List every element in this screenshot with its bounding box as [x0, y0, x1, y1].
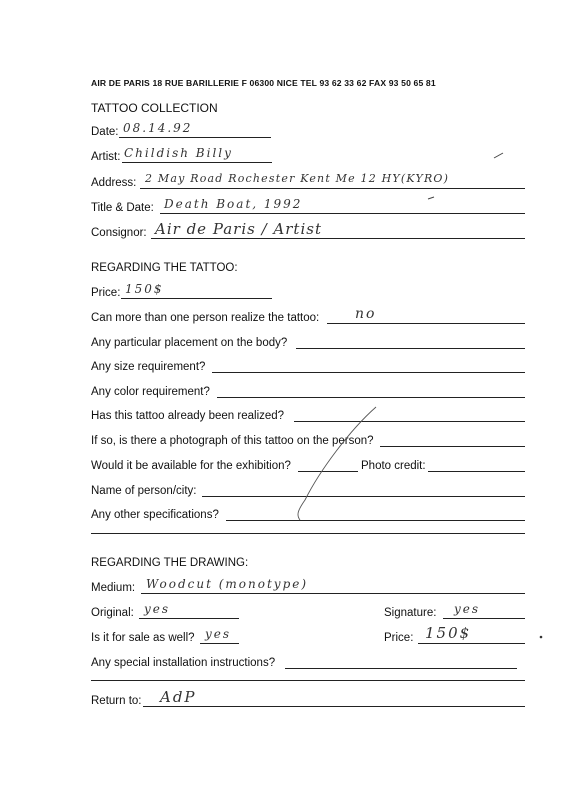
- medium-label: Medium:: [91, 582, 136, 594]
- letterhead: AIR DE PARIS 18 RUE BARILLERIE F 06300 NICE TEL 93 62 33 62 FAX 93 50 65 81: [91, 78, 436, 88]
- installation-label: Any special installation instructions?: [91, 657, 276, 669]
- return-to-value: AdP: [160, 688, 197, 706]
- realized-label: Has this tattoo already been realized?: [91, 410, 285, 422]
- exhibition-label: Would it be available for the exhibition?: [91, 460, 291, 472]
- other-specifications-label: Any other specifications?: [91, 509, 219, 521]
- signature-value: yes: [454, 602, 481, 616]
- color-label: Any color requirement?: [91, 386, 210, 398]
- address-value: 2 May Road Rochester Kent Me 12 HY(KYRO): [145, 172, 450, 185]
- for-sale-value: yes: [205, 627, 232, 641]
- return-to-label: Return to:: [91, 695, 142, 707]
- photograph-label: If so, is there a photograph of this tattoo on the person?: [91, 435, 374, 447]
- artist-label: Artist:: [91, 151, 121, 163]
- address-label: Address:: [91, 177, 137, 189]
- photo-credit-label: Photo credit:: [361, 460, 426, 472]
- original-value: yes: [144, 602, 171, 616]
- tick-mark-address: [428, 197, 434, 199]
- for-sale-label: Is it for sale as well?: [91, 632, 195, 644]
- tattoo-price-value: 150$: [125, 282, 164, 296]
- drawing-heading: REGARDING THE DRAWING:: [91, 557, 249, 569]
- title-date-value: Death Boat, 1992: [164, 197, 303, 211]
- form-title: TATTOO COLLECTION: [91, 101, 218, 115]
- size-label: Any size requirement?: [91, 361, 206, 373]
- placement-label: Any particular placement on the body?: [91, 337, 288, 349]
- consignor-value: Air de Paris / Artist: [155, 220, 322, 238]
- signature-label: Signature:: [384, 607, 437, 619]
- multiple-persons-value: no: [355, 306, 377, 322]
- diagonal-pen-line: [298, 407, 376, 520]
- ink-dot: [540, 636, 543, 639]
- consignor-label: Consignor:: [91, 227, 147, 239]
- date-value: 08.14.92: [123, 121, 193, 135]
- original-label: Original:: [91, 607, 134, 619]
- tattoo-heading: REGARDING THE TATTOO:: [91, 262, 238, 274]
- tick-mark-artist: [494, 153, 503, 158]
- date-label: Date:: [91, 126, 119, 138]
- drawing-price-label: Price:: [384, 632, 414, 644]
- artist-value: Childish Billy: [124, 146, 233, 160]
- multiple-persons-label: Can more than one person realize the tattoo:: [91, 312, 320, 324]
- person-city-label: Name of person/city:: [91, 485, 197, 497]
- medium-value: Woodcut (monotype): [146, 577, 309, 591]
- tattoo-price-label: Price:: [91, 287, 121, 299]
- title-date-label: Title & Date:: [91, 202, 154, 214]
- drawing-price-value: 150$: [425, 624, 472, 642]
